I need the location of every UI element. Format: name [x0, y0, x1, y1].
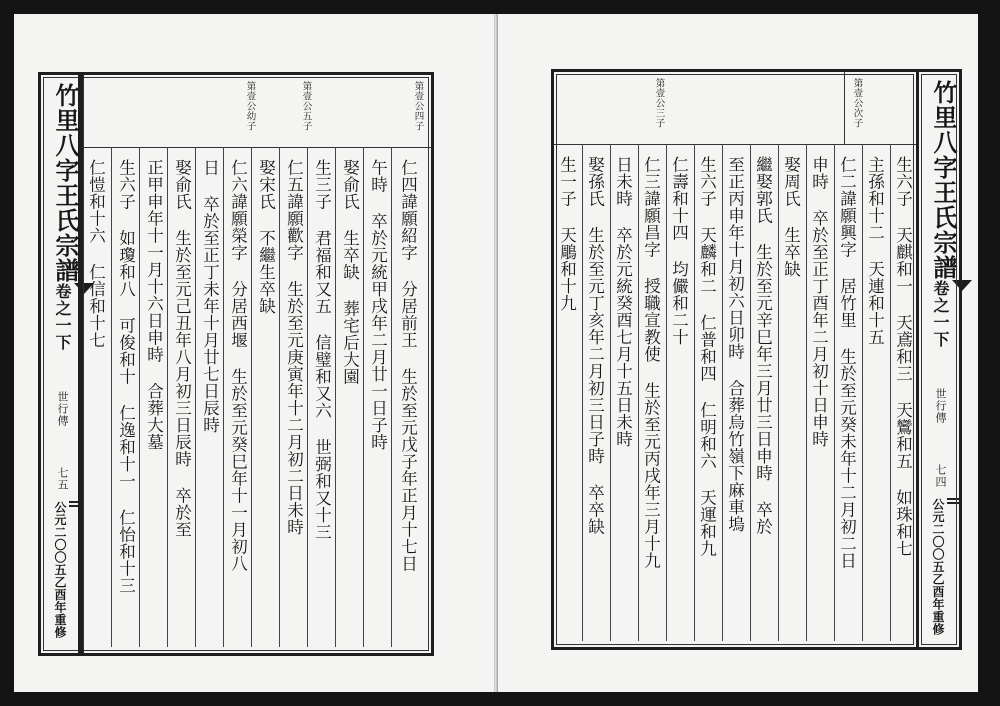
text-column: 申時 卒於至正丁酉年二月初十日申時: [809, 156, 829, 448]
text-column: 至正丙申年十月初六日卯時 合葬烏竹嶺下麻車塢: [725, 156, 745, 533]
text-column: 日 卒於至正丁未年十月廿七日辰時: [200, 159, 220, 434]
header-band: [554, 72, 845, 144]
text-column: 仁五諱願歡字 生於至元庚寅年十二月初二日未時: [284, 159, 304, 536]
text-column: 娶俞氏 生於至元己丑年八月初三日辰時 卒於至: [172, 159, 192, 538]
text-column: 生三子 君福和又五 信璧和又六 世弼和又十三: [312, 159, 332, 541]
footer-note: 公元二〇〇五乙酉年重修: [930, 498, 959, 636]
header-band: [81, 75, 431, 147]
text-column: 正甲申年十一月十六日申時 合葬大墓: [144, 159, 164, 451]
volume-text: 卷之一下: [53, 283, 72, 351]
text-column: 午時 卒於元統甲戌年二月廿一日子時: [368, 159, 388, 451]
text-column: 生六子 天麒和一 天鳶和三 天鸞和五 如珠和七: [893, 156, 913, 557]
text-column: 生六子 如瓊和八 可俊和十 仁逸和十一 仁怡和十三: [116, 159, 136, 594]
text-column: 娶宋氏 不繼生卒缺: [256, 159, 276, 315]
text-column: 主孫和十二 天連和十五: [865, 156, 885, 346]
text-column: 娶周氏 生卒缺: [781, 156, 801, 278]
text-column: 日未時 卒於元統癸酉七月十五日未時: [613, 156, 633, 448]
text-column: 生一子 天鵰和十九: [557, 156, 577, 312]
right-page: [497, 14, 978, 692]
left-page: [14, 14, 494, 692]
fishtail-bar-icon: [947, 498, 959, 504]
right-text-frame: [551, 69, 919, 650]
col-header-youngest-son: 第壹公幼子: [244, 81, 256, 131]
volume-label: [929, 280, 972, 348]
text-column: 仁二諱願興字 居竹里 生於至元癸未年十二月初二日: [837, 156, 857, 569]
footer-note: 公元二〇〇五乙酉年重修: [52, 501, 81, 639]
text-column: 仁四諱願紹字 分居前王 生於至元戊子年正月十七日: [398, 159, 418, 572]
section-label: 世行傳: [56, 391, 69, 427]
book-title: 竹里八字王氏宗譜: [51, 83, 80, 283]
page-number: 七四: [934, 464, 947, 488]
text-column: 仁壽和十四 均儼和二十: [669, 156, 689, 346]
right-margin-frame: [916, 69, 962, 650]
text-column: 生六子 天麟和二 仁普和四 仁明和六 天運和九: [697, 156, 717, 557]
text-column: 娶孫氏 生於至元丁亥年二月初三日子時 卒卒缺: [585, 156, 605, 535]
volume-text: 卷之一下: [931, 280, 950, 348]
left-text-frame: [78, 72, 434, 656]
col-header-fifth-son: 第壹公五子: [300, 81, 312, 131]
text-column: 仁三諱願昌字 授職宣教使 生於至元丙戌年三月十九: [641, 156, 661, 569]
section-label: 世行傳: [934, 388, 947, 424]
text-column: 繼娶郭氏 生於至元辛巳年三月廿三日申時 卒於: [753, 156, 773, 535]
book-title: 竹里八字王氏宗譜: [929, 80, 958, 280]
col-header-third-son: 第壹公三子: [653, 78, 665, 128]
col-header-second-son: 第壹公次子: [851, 78, 863, 128]
text-column: 娶俞氏 生卒缺 葬宅后大園: [340, 159, 360, 385]
col-header-fourth-son: 第壹公四子: [412, 81, 424, 131]
fishtail-mark-icon: [952, 280, 972, 291]
generation-row-line: [81, 147, 431, 148]
text-column: 仁愷和十六 仁信和十七: [86, 159, 106, 349]
text-column: 仁六諱願榮字 分居西堰 生於至元癸巳年十一月初八: [228, 159, 248, 572]
page-number: 七五: [56, 467, 69, 491]
